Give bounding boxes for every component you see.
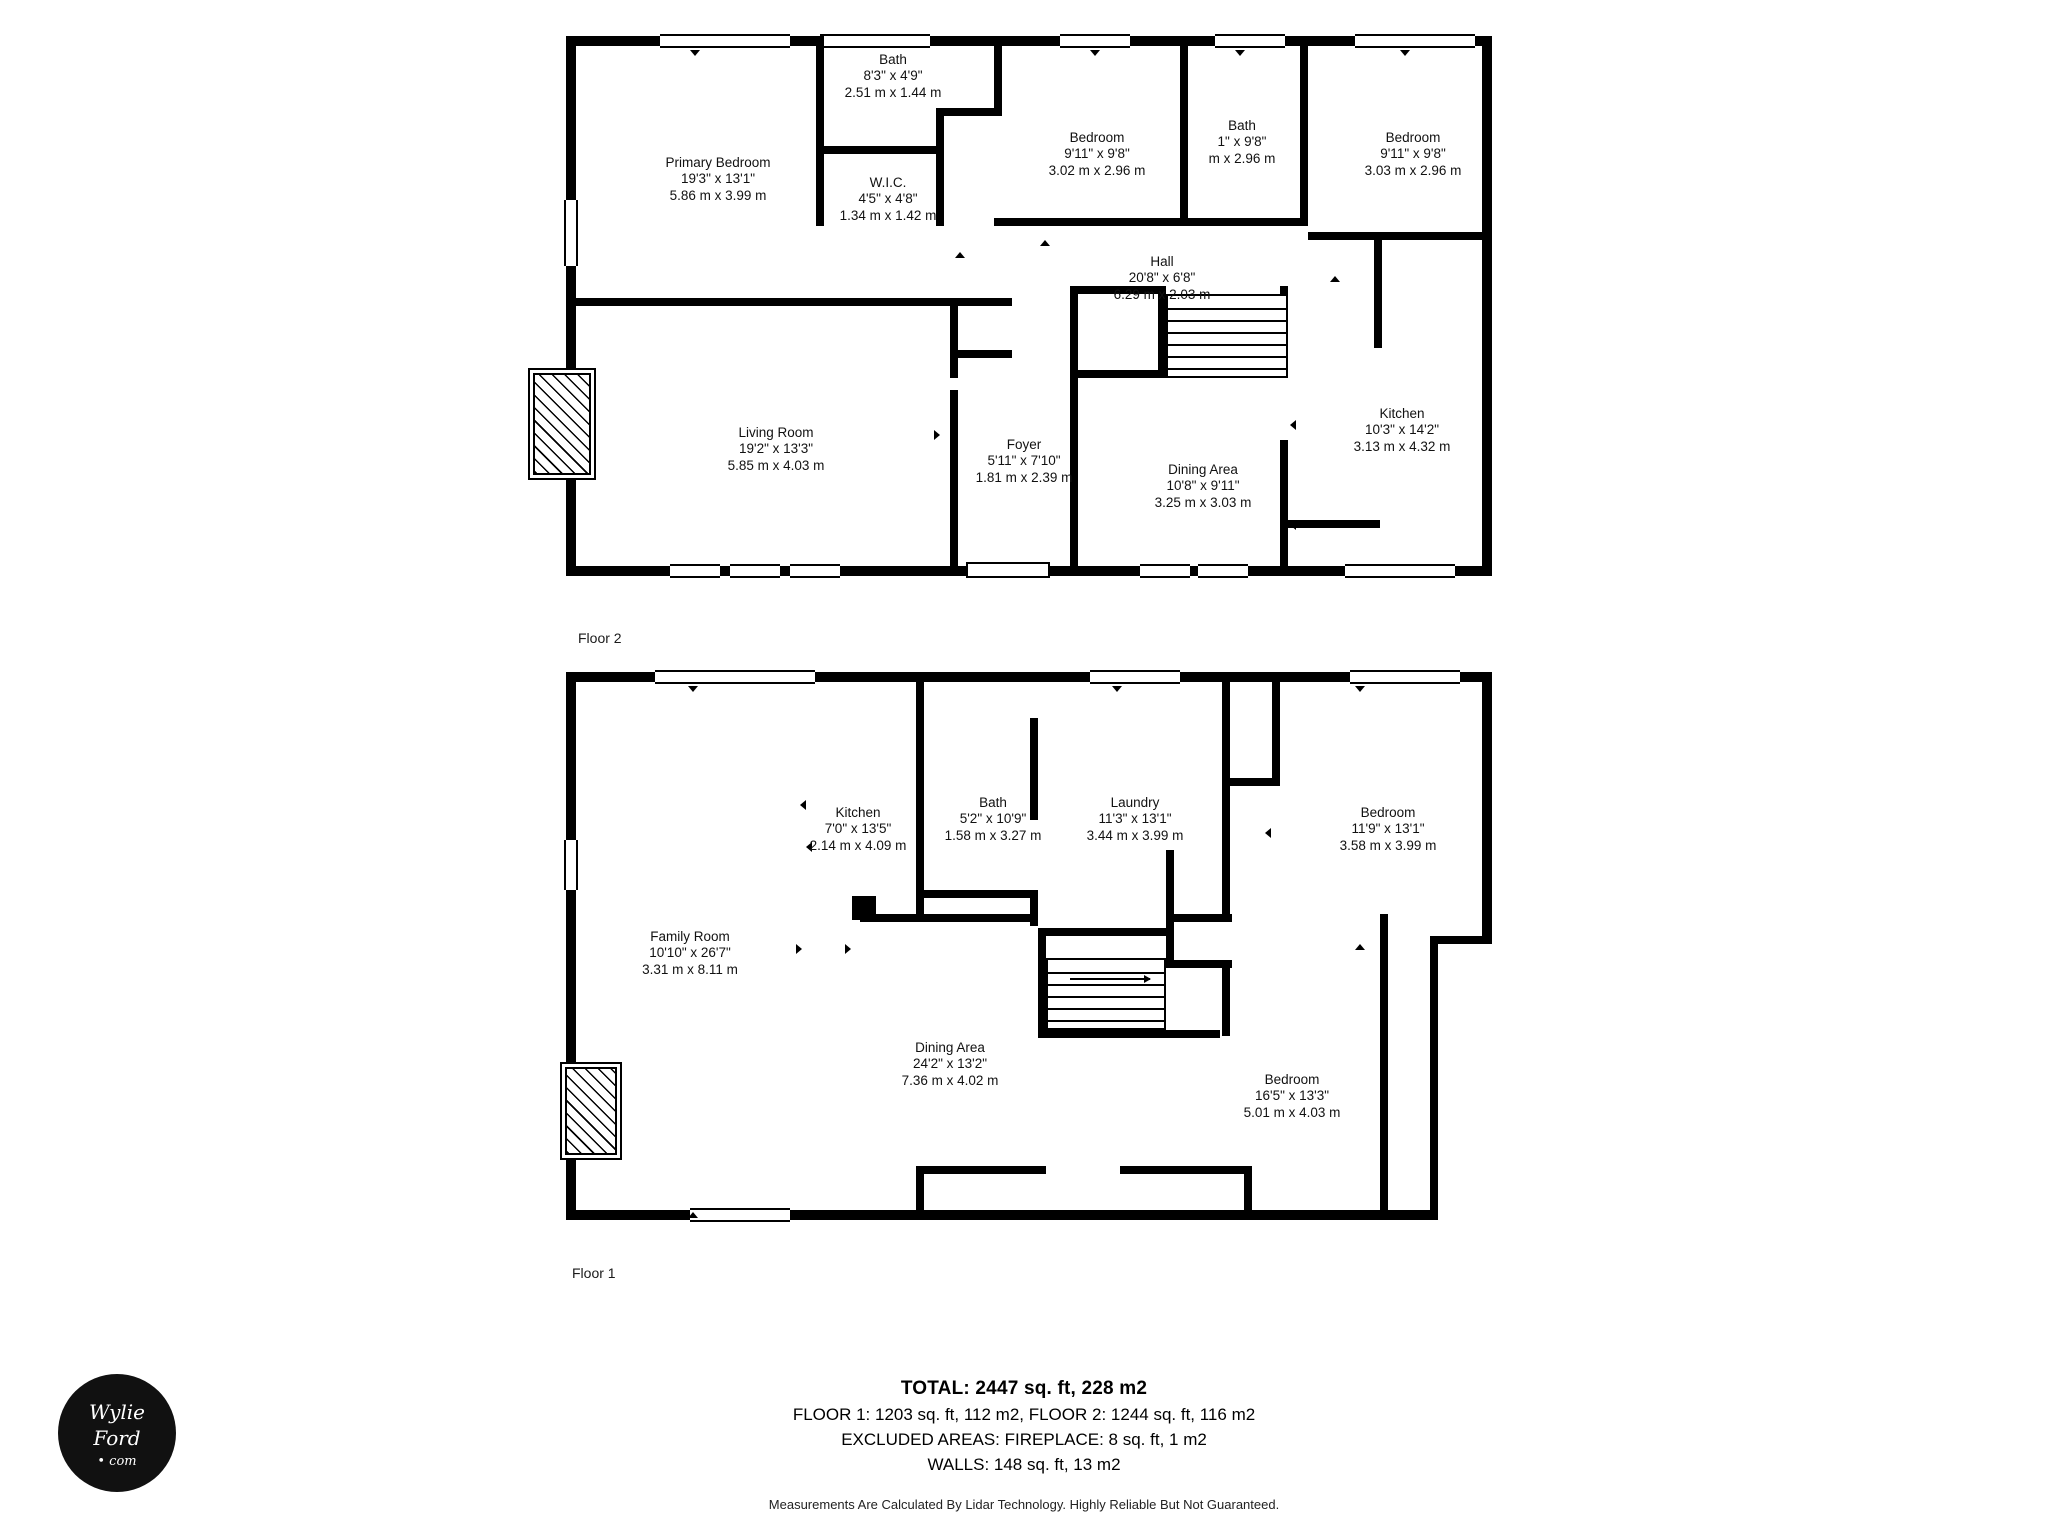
room-label-f1-dining-area: Dining Area 24'2" x 13'2" 7.36 m x 4.02 m (901, 1040, 999, 1088)
room-label-f2-kitchen: Kitchen 10'3" x 14'2" 3.13 m x 4.32 m (1353, 406, 1451, 454)
wall-f2-wic-right (936, 108, 944, 226)
door-arrow-f2-j (934, 430, 940, 440)
window-f2-top-4 (1215, 34, 1285, 48)
door-arrow-f1-d (800, 800, 806, 810)
area-summary (0, 1378, 2048, 1512)
room-label-laundry: Laundry 11'3" x 13'1" 3.44 m x 3.99 m (1086, 795, 1184, 843)
wall-f1-bottom-stub-1 (916, 1166, 924, 1220)
wall-f2-prim-right (816, 36, 824, 226)
window-f1-bottom-1 (690, 1208, 790, 1222)
door-arrow-f2-i (1290, 520, 1296, 530)
wall-f2-kitchen-left-upper (1374, 232, 1382, 348)
window-f2-bottom-3 (790, 564, 840, 578)
door-arrow-f1-a (688, 686, 698, 692)
wall-f2-foyer-top (950, 298, 1012, 306)
logo-line-1: Wylie (88, 1400, 146, 1424)
wall-f2-bath-bottom (816, 146, 944, 154)
room-label-f1-bedroom-1: Bedroom 11'9" x 13'1" 3.58 m x 3.99 m (1339, 805, 1437, 853)
wall-f1-right-jog (1430, 936, 1492, 944)
door-arrow-f1-j (688, 1212, 698, 1218)
room-label-f2-bedroom-1: Bedroom 9'11" x 9'8" 3.02 m x 2.96 m (1048, 130, 1146, 178)
wall-f1-stair-bottom (1038, 1030, 1220, 1038)
wall-f1-stair-left (1038, 928, 1046, 1038)
door-arrow-f1-k (875, 1212, 885, 1218)
wall-f1-laundry-right-c (1222, 778, 1230, 922)
wall-f1-bottom-jog-2 (1120, 1166, 1250, 1174)
wall-f2-hall-top (994, 218, 1308, 226)
wall-f2-left (566, 36, 576, 576)
wall-f1-laundry-right-jog (1222, 778, 1280, 786)
brand-logo (58, 1374, 176, 1492)
wall-f1-dining-bed-divider (1038, 928, 1168, 936)
room-label-foyer: Foyer 5'11" x 7'10" 1.81 m x 2.39 m (975, 437, 1073, 485)
door-arrow-f2-b (1090, 50, 1100, 56)
wall-f2-bath-right-seg (936, 108, 1002, 116)
window-f2-left-1 (564, 200, 578, 266)
wall-f2-stair-left (1070, 286, 1078, 378)
window-f2-bottom-4 (1140, 564, 1190, 578)
floor-caption-1: Floor 1 (572, 1265, 616, 1281)
wall-f2-living-right (950, 390, 958, 576)
window-f2-top-5 (1355, 34, 1475, 48)
staircase-f2 (1166, 294, 1288, 378)
summary-total: TOTAL: 2447 sq. ft, 228 m2 (900, 1378, 1148, 1399)
window-f2-bottom-6 (1345, 564, 1455, 578)
window-f1-top-1 (655, 670, 815, 684)
window-f2-top-1 (660, 34, 790, 48)
summary-excluded: EXCLUDED AREAS: FIREPLACE: 8 sq. ft, 1 m2 (841, 1430, 1207, 1449)
logo-line-2: Ford (93, 1426, 141, 1450)
window-f2-bottom-1 (670, 564, 720, 578)
door-arrow-f1-b (1112, 686, 1122, 692)
wall-f1-laundry-right-b (1272, 672, 1280, 778)
room-label-family-room: Family Room 10'10" x 26'7" 3.31 m x 8.11 m (642, 929, 738, 977)
fireplace-f1 (560, 1062, 622, 1160)
door-arrow-f1-f (845, 944, 851, 954)
window-f2-top-2 (820, 34, 930, 48)
wall-f2-bath2-right (1300, 36, 1308, 224)
room-label-f1-bedroom-2: Bedroom 16'5" x 13'3" 5.01 m x 4.03 m (1243, 1072, 1341, 1120)
door-arrow-f2-e (955, 252, 965, 258)
door-arrow-f2-g (1330, 276, 1340, 282)
summary-disclaimer: Measurements Are Calculated By Lidar Technology. Highly Reliable But Not Guaranteed. (768, 1497, 1280, 1512)
wall-f2-bed2-bottom (1308, 232, 1484, 240)
stairs-direction-arrow-f1 (1070, 978, 1150, 980)
wall-f1-stair-right (1222, 960, 1230, 1036)
wall-f1-right-lower (1430, 936, 1438, 1220)
summary-walls: WALLS: 148 sq. ft, 13 m2 (927, 1455, 1121, 1474)
wall-f1-bath-bottom (916, 890, 1038, 898)
window-f1-left-1 (564, 840, 578, 890)
wall-f2-bed1-right (1180, 36, 1188, 224)
wall-f1-bottom-jog-1 (916, 1166, 1046, 1174)
room-label-f2-bedroom-2: Bedroom 9'11" x 9'8" 3.03 m x 2.96 m (1364, 130, 1462, 178)
room-label-f2-bath: Bath 8'3" x 4'9" 2.51 m x 1.44 m (844, 52, 942, 100)
wall-f1-right-upper (1482, 672, 1492, 942)
door-arrow-f1-c (1355, 686, 1365, 692)
logo-line-3: • com (97, 1454, 137, 1469)
wall-f2-right (1482, 36, 1492, 576)
entry-door-f2 (966, 562, 1050, 578)
door-arrow-f1-e (1265, 828, 1271, 838)
room-label-f2-dining-area: Dining Area 10'8" x 9'11" 3.25 m x 3.03 m (1154, 462, 1252, 510)
door-arrow-f2-l (776, 300, 786, 306)
wall-f1-bottom-stub-2 (1244, 1166, 1252, 1220)
wall-f1-laundry-right-a (1222, 672, 1230, 778)
wall-f1-kitchen-right (916, 672, 924, 922)
wall-f1-bed-right (1380, 914, 1388, 1214)
wall-f1-mid-post (852, 896, 876, 920)
window-f2-bottom-5 (1198, 564, 1248, 578)
wall-f2-foyer-left-upper (950, 298, 958, 378)
door-arrow-f2-f (1040, 240, 1050, 246)
room-label-f1-kitchen: Kitchen 7'0" x 13'5" 2.14 m x 4.09 m (809, 805, 907, 853)
window-f2-bottom-2 (730, 564, 780, 578)
door-arrow-f1-g (796, 944, 802, 954)
wall-f1-laundry-bottom (1166, 914, 1232, 922)
wall-f1-mid-bottom (916, 914, 1036, 922)
door-arrow-f2-h (1290, 420, 1296, 430)
staircase-f1 (1046, 958, 1166, 1030)
floor-caption-2: Floor 2 (578, 630, 622, 646)
room-label-f1-bath: Bath 5'2" x 10'9" 1.58 m x 3.27 m (944, 795, 1042, 843)
room-label-f2-bath-2: Bath 1" x 9'8" m x 2.96 m (1208, 118, 1276, 166)
door-arrow-f2-k (700, 300, 710, 306)
door-arrow-f2-d (1400, 50, 1410, 56)
room-label-hall: Hall 20'8" x 6'8" 6.29 m x 2.03 m (1113, 254, 1211, 302)
door-arrow-f1-i (1355, 944, 1365, 950)
wall-f2-foyer-stub (950, 350, 1012, 358)
wall-f2-living-top (566, 298, 958, 306)
window-f2-top-3 (1060, 34, 1130, 48)
wall-f2-dining-right (1280, 440, 1288, 576)
summary-floors: FLOOR 1: 1203 sq. ft, 112 m2, FLOOR 2: 1244 sq. ft, 116 m2 (792, 1405, 1256, 1424)
wall-f1-laundry-left-lower (1166, 850, 1174, 966)
fireplace-f2 (528, 368, 596, 480)
wall-f2-bath-right (994, 36, 1002, 116)
door-arrow-f2-a (690, 50, 700, 56)
door-arrow-f2-c (1235, 50, 1245, 56)
window-f1-top-2 (1090, 670, 1180, 684)
window-f1-top-3 (1350, 670, 1460, 684)
room-label-living-room: Living Room 19'2" x 13'3" 5.85 m x 4.03 m (727, 425, 825, 473)
room-label-primary-bedroom: Primary Bedroom 19'3" x 13'1" 5.86 m x 3.99 m (665, 155, 771, 203)
room-label-wic: W.I.C. 4'5" x 4'8" 1.34 m x 1.42 m (839, 175, 937, 223)
